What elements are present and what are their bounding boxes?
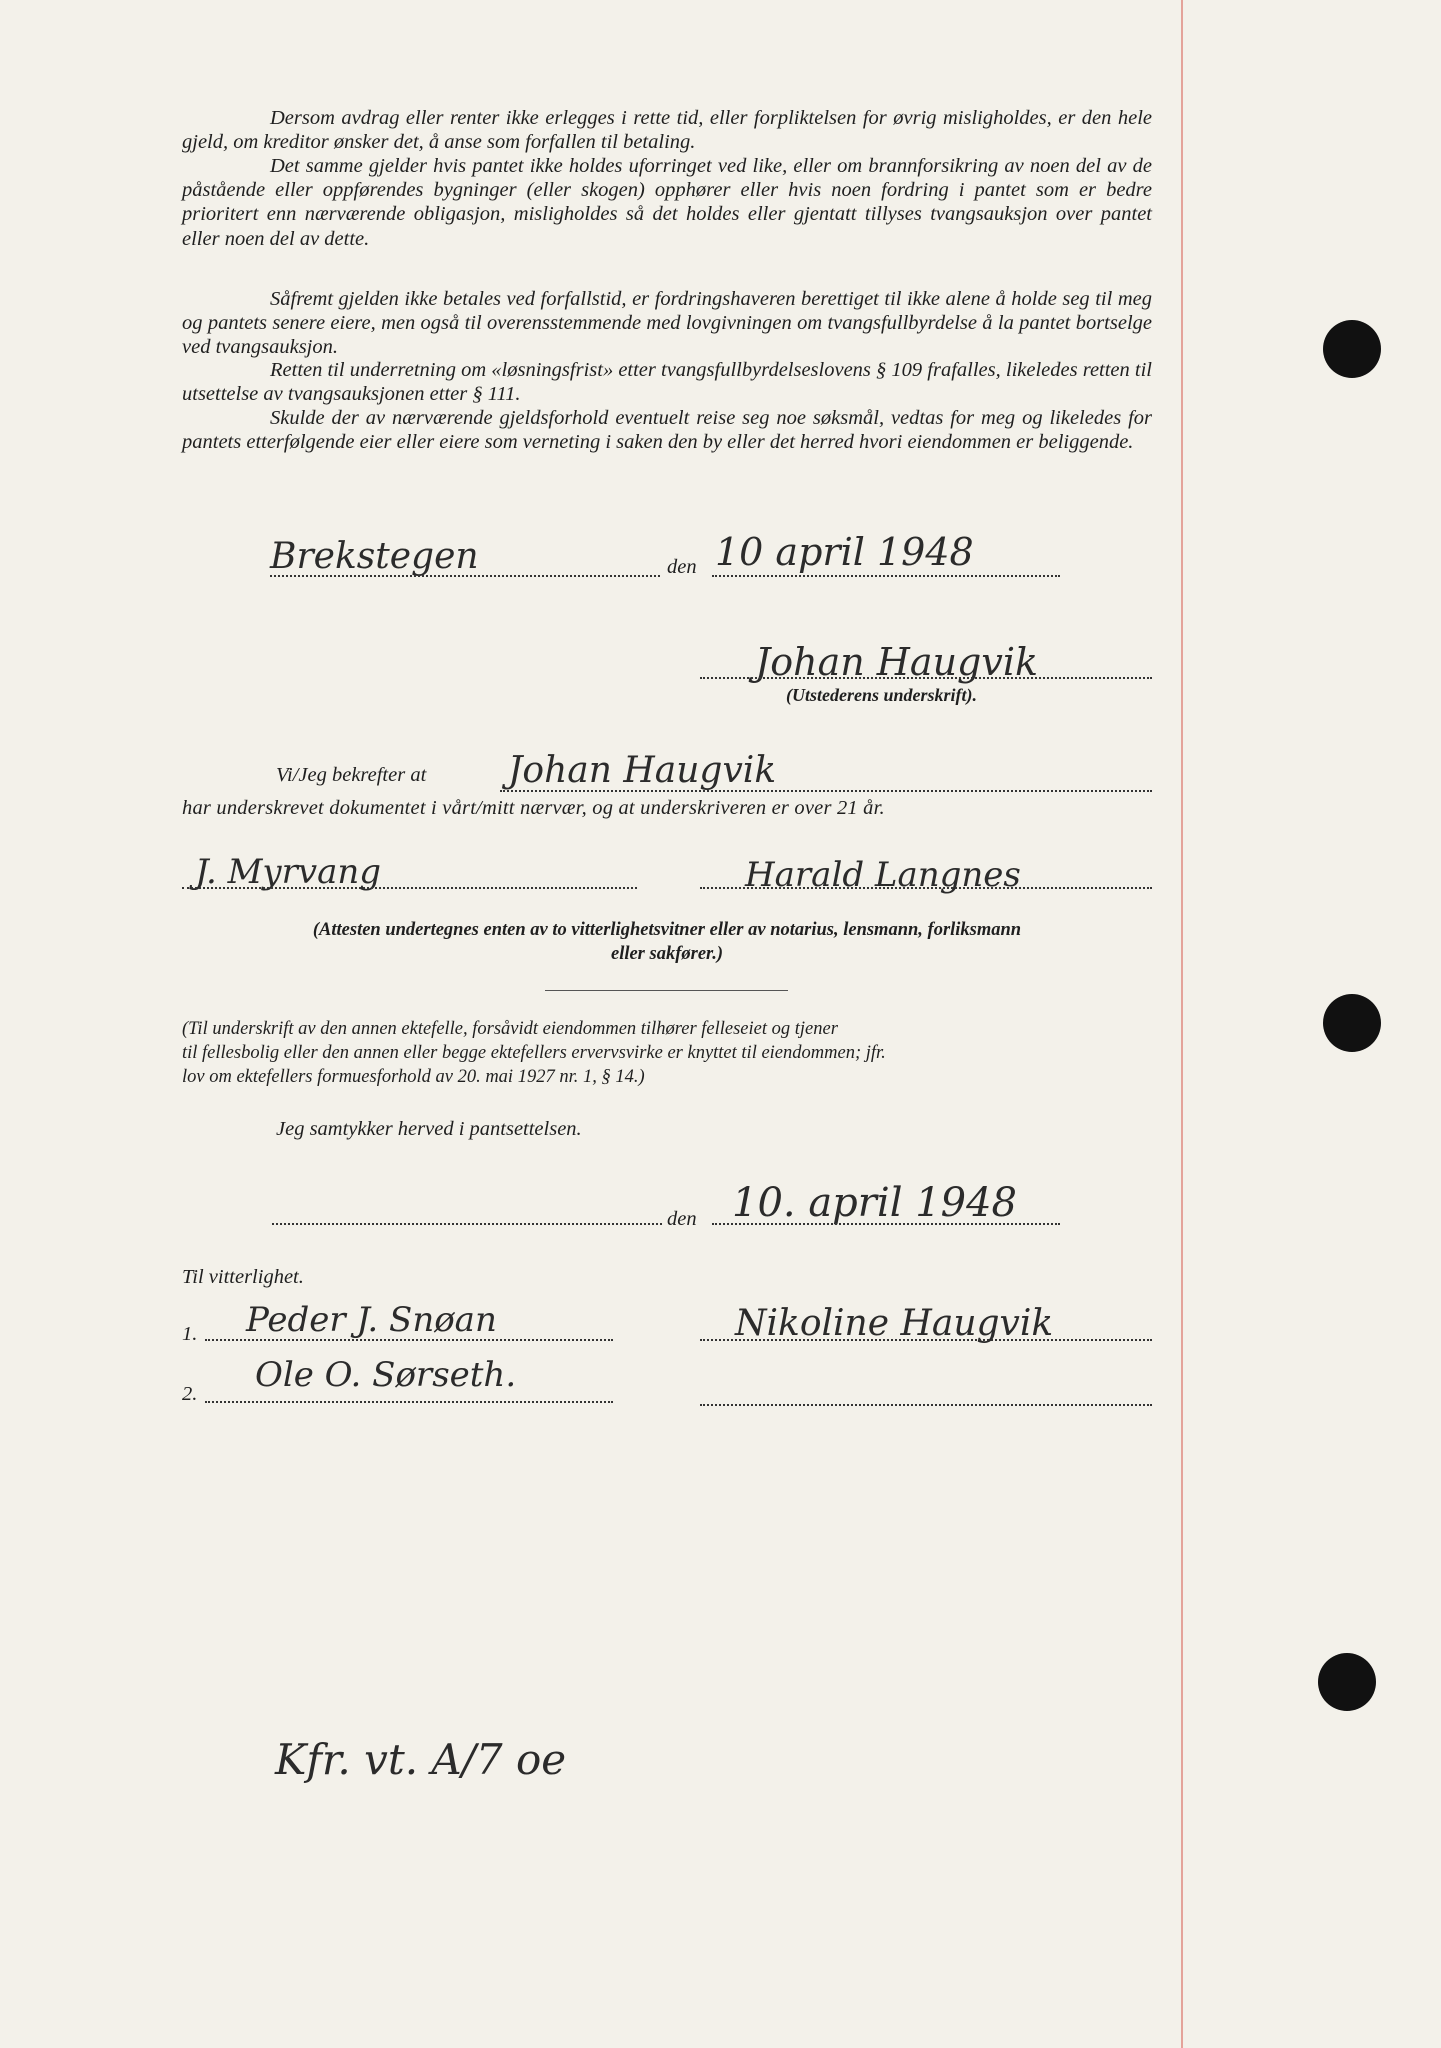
spouse-signature-line bbox=[700, 1339, 1152, 1341]
separator-rule bbox=[545, 990, 788, 991]
blank-line bbox=[700, 1404, 1152, 1406]
punch-hole bbox=[1323, 320, 1381, 378]
vitterlighet-signature-2: Ole O. Sørseth. bbox=[255, 1355, 517, 1395]
place-handwritten: Brekstegen bbox=[270, 536, 479, 577]
witness-number-1: 1. bbox=[182, 1323, 198, 1345]
insurance-clause: Det samme gjelder hvis pantet ikke holdes uforringet ved like, eller om brannforsikring av noen del av de påstående eller oppførendes bygninger (eller skogen) opphører eller hvis noen fordring i pantet som er bedre prioritert enn nærværende obligasjon, misligholdes så det holdes eller gjentatt tillyses tvangsauksjon over pantet eller noen del av dette. bbox=[182, 155, 1152, 250]
spouse-date-handwritten: 10. april 1948 bbox=[732, 1180, 1017, 1226]
enforcement-clause: Såfremt gjelden ikke betales ved forfallstid, er fordringshaveren berettiget til ikke alene å holde seg til meg og pantets senere eiere, men også til overensstemmende med lovgivningen om tvangsfullbyrdelse å la pantet bortselge ved tvangsauksjon. bbox=[182, 288, 1152, 359]
attested-name-handwritten: Johan Haugvik bbox=[508, 750, 777, 791]
margin-note-handwritten: Kfr. vt. A/7 oe bbox=[275, 1735, 567, 1784]
den-label: den bbox=[667, 556, 697, 578]
issuer-caption: (Utstederens underskrift). bbox=[786, 685, 978, 705]
notice-clause: Retten til underretning om «løsningsfrist» etter tvangsfullbyrdelseslovens § 109 frafalles, likeledes retten til utsettelse av tvangsauksjonen etter § 111. bbox=[182, 359, 1152, 406]
witness-number-2: 2. bbox=[182, 1383, 198, 1405]
spouse-place-line bbox=[272, 1223, 662, 1225]
attestation-line2: har underskrevet dokumentet i vårt/mitt nærvær, og at underskriveren er over 21 år. bbox=[182, 797, 885, 819]
place-line bbox=[270, 575, 660, 577]
vitterlighet-line-1 bbox=[205, 1339, 613, 1341]
issuer-signature-line bbox=[700, 677, 1152, 679]
spouse-signature: Nikoline Haugvik bbox=[735, 1303, 1054, 1344]
attestation-note: (Attesten undertegnes enten av to vitterlighetsvitner eller av notarius, lensmann, forliksmann eller sakfører.) bbox=[312, 920, 1022, 964]
venue-clause: Skulde der av nærværende gjeldsforhold eventuelt reise seg noe søksmål, vedtas for meg og likeledes for pantets etterfølgende eier eller eiere som verneting i saken den by eller det herred hvori eiendommen er beliggende. bbox=[182, 407, 1152, 454]
vitterlighet-line-2 bbox=[205, 1401, 613, 1403]
issuer-signature: Johan Haugvik bbox=[755, 640, 1039, 684]
default-clause: Dersom avdrag eller renter ikke erlegges i rette tid, eller forpliktelsen for øvrig misligholdes, er den hele gjeld, om kreditor ønsker det, å anse som forfallen til betaling. bbox=[182, 107, 1152, 154]
witness-heading: Til vitterlighet. bbox=[182, 1266, 304, 1288]
punch-hole bbox=[1318, 1653, 1376, 1711]
date-line bbox=[712, 575, 1060, 577]
den-label-2: den bbox=[667, 1208, 697, 1230]
consent-text: Jeg samtykker herved i pantsettelsen. bbox=[276, 1118, 582, 1140]
attested-name-line bbox=[500, 790, 1152, 792]
witness-signature-1: J. Myrvang bbox=[195, 852, 382, 892]
punch-hole bbox=[1323, 994, 1381, 1052]
date-handwritten: 10 april 1948 bbox=[715, 530, 974, 574]
margin-line bbox=[1181, 0, 1183, 2048]
witness-line-2 bbox=[700, 887, 1152, 889]
vitterlighet-signature-1: Peder J. Snøan bbox=[246, 1300, 497, 1340]
witness-signature-2: Harald Langnes bbox=[745, 855, 1021, 895]
witness-line-1 bbox=[182, 887, 637, 889]
spouse-date-line bbox=[712, 1223, 1060, 1225]
spouse-note: (Til underskrift av den annen ektefelle, forsåvidt eiendommen tilhører felleseiet og tjener til fellesbolig eller den annen eller begge ektefellers ervervsvirke er knyttet til eiendommen; jfr. lov om ektefellers formuesforhold av 20. mai 1927 nr. 1, § 14.) bbox=[182, 1019, 886, 1087]
attestation-prefix: Vi/Jeg bekrefter at bbox=[276, 764, 427, 786]
